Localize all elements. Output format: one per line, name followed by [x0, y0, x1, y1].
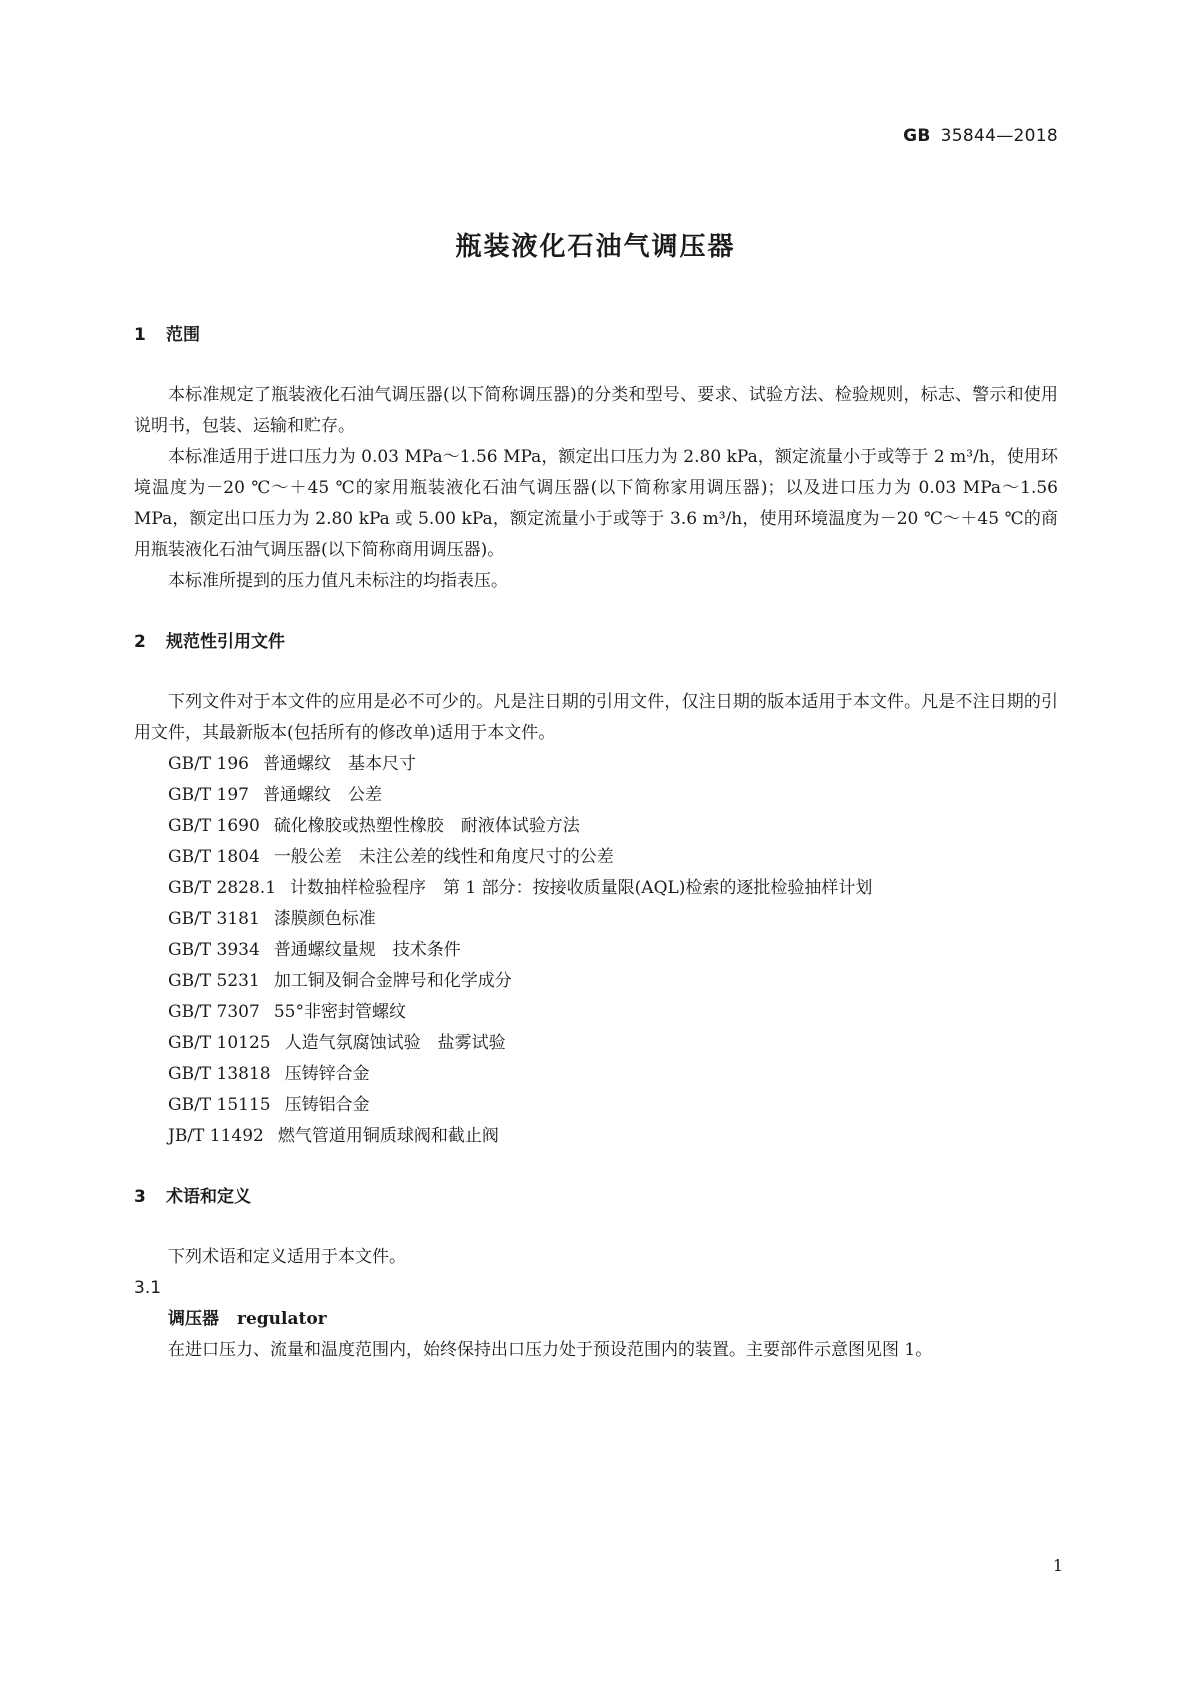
reference-item	[134, 873, 1058, 904]
reference-item	[134, 966, 1058, 997]
reference-item	[134, 1090, 1058, 1121]
reference-code: GB/T 1690	[168, 816, 260, 836]
reference-code: GB/T 15115	[168, 1095, 271, 1115]
paragraph: 本标准适用于进口压力为 0.03 MPa～1.56 MPa，额定出口压力为 2.80 kPa，额定流量小于或等于 2 m³/h，使用环境温度为－20 ℃～＋45 ℃的家用瓶装液化石油气调压器(以下简称家用调压器)；以及进口压力为 0.03 MPa～1.56 MPa，额定出口压力为 2.80 kPa 或 5.00 kPa，额定流量小于或等于 3.6 m³/h，使用环境温度为－20 ℃～＋45 ℃的商用瓶装液化石油气调压器(以下简称商用调压器)。	[134, 447, 1058, 560]
reference-title: 硫化橡胶或热塑性橡胶 耐液体试验方法	[273, 816, 580, 836]
section-scope	[134, 320, 1058, 597]
reference-code: GB/T 13818	[168, 1064, 271, 1084]
reference-title: 压铸锌合金	[284, 1064, 370, 1084]
reference-item	[134, 904, 1058, 935]
reference-title: 普通螺纹量规 技术条件	[273, 940, 461, 960]
reference-item	[134, 1121, 1058, 1152]
term-cn: 调压器	[168, 1309, 219, 1329]
paragraph: 本标准规定了瓶装液化石油气调压器(以下简称调压器)的分类和型号、要求、试验方法、检验规则，标志、警示和使用说明书，包装、运输和贮存。	[134, 385, 1058, 436]
reference-code: GB/T 7307	[168, 1002, 260, 1022]
term-number: 3.1	[134, 1278, 162, 1298]
section-title: 规范性引用文件	[166, 632, 285, 652]
reference-code: JB/T 11492	[168, 1126, 264, 1146]
standard-prefix: GB	[903, 126, 931, 146]
reference-list	[134, 749, 1058, 1152]
reference-code: GB/T 10125	[168, 1033, 271, 1053]
standard-code: 35844—2018	[940, 126, 1058, 146]
section-number: 1	[134, 325, 146, 345]
reference-item	[134, 935, 1058, 966]
reference-item	[134, 749, 1058, 780]
section-heading	[134, 627, 1058, 657]
section-title: 范围	[166, 325, 200, 345]
reference-code: GB/T 5231	[168, 971, 260, 991]
page-number: 1	[1052, 1556, 1063, 1575]
section-number: 2	[134, 632, 146, 652]
section-heading	[134, 1182, 1058, 1212]
section-terms-definitions	[134, 1182, 1058, 1366]
term-heading	[134, 1304, 1058, 1335]
reference-code: GB/T 196	[168, 754, 249, 774]
reference-code: GB/T 1804	[168, 847, 260, 867]
paragraph: 下列术语和定义适用于本文件。	[168, 1247, 406, 1267]
reference-item	[134, 997, 1058, 1028]
reference-title: 计数抽样检验程序 第 1 部分：按接收质量限(AQL)检索的逐批检验抽样计划	[290, 878, 873, 898]
reference-item	[134, 780, 1058, 811]
reference-item	[134, 1028, 1058, 1059]
reference-code: GB/T 3181	[168, 909, 260, 929]
document-body	[134, 320, 1058, 1366]
section-normative-references	[134, 627, 1058, 1152]
paragraph: 本标准所提到的压力值凡未标注的均指表压。	[168, 571, 508, 591]
reference-code: GB/T 3934	[168, 940, 260, 960]
term-en: regulator	[237, 1309, 327, 1329]
reference-code: GB/T 197	[168, 785, 249, 805]
reference-title: 人造气氛腐蚀试验 盐雾试验	[284, 1033, 506, 1053]
section-number: 3	[134, 1187, 146, 1207]
reference-title: 压铸铝合金	[284, 1095, 370, 1115]
reference-code: GB/T 2828.1	[168, 878, 277, 898]
paragraph: 下列文件对于本文件的应用是必不可少的。凡是注日期的引用文件，仅注日期的版本适用于本文件。凡是不注日期的引用文件，其最新版本(包括所有的修改单)适用于本文件。	[134, 692, 1058, 743]
reference-title: 55°非密封管螺纹	[273, 1002, 406, 1022]
section-heading	[134, 320, 1058, 350]
standard-number	[903, 126, 1058, 146]
reference-title: 一般公差 未注公差的线性和角度尺寸的公差	[273, 847, 614, 867]
reference-item	[134, 811, 1058, 842]
reference-title: 普通螺纹 公差	[263, 785, 382, 805]
reference-item	[134, 842, 1058, 873]
reference-title: 燃气管道用铜质球阀和截止阀	[277, 1126, 499, 1146]
reference-title: 加工铜及铜合金牌号和化学成分	[273, 971, 512, 991]
reference-title: 普通螺纹 基本尺寸	[263, 754, 416, 774]
term-definition: 在进口压力、流量和温度范围内，始终保持出口压力处于预设范围内的装置。主要部件示意图见图 1。	[168, 1340, 933, 1360]
section-title: 术语和定义	[166, 1187, 251, 1207]
reference-item	[134, 1059, 1058, 1090]
reference-title: 漆膜颜色标准	[273, 909, 376, 929]
document-title: 瓶装液化石油气调压器	[455, 232, 736, 262]
